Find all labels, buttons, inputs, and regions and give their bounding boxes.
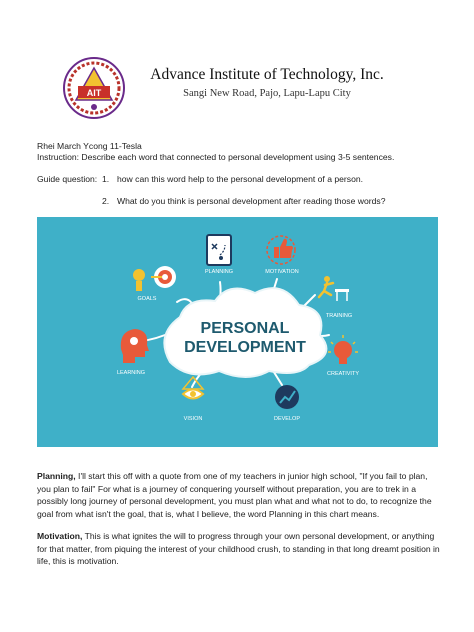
lightbulb-icon <box>328 335 358 364</box>
student-name: Rhei March Ycong 11-Tesla <box>37 141 142 151</box>
figure-center-line2: DEVELOPMENT <box>184 339 306 356</box>
label-planning: PLANNING <box>204 269 234 275</box>
label-vision: VISION <box>183 416 203 422</box>
label-training: TRAINING <box>325 313 353 319</box>
goals-icon <box>133 266 176 291</box>
guide-question-2: What do you think is personal development after reading those words? <box>117 196 386 206</box>
motivation-text: This is what ignites the will to progress through your own personal development, or anything for that matter, from piquing the interest of your childhood crush, to standing in that long dreamt position in life, this is motivation. <box>37 531 440 567</box>
motivation-term: Motivation, <box>37 531 83 541</box>
planning-text: I'll start this off with a quote from one of my teachers in junior high school, "If you fail to plan, you plan to fail" For what is a journey of conquering yourself without preparation, you are to trek in a possibly long journey of personal development, you must plan what and what not to do, to recognize the goal from what isn't the goal, that is, what I believe, the word Planning in this chart means. <box>37 471 432 519</box>
planning-term: Planning, <box>37 471 76 481</box>
label-creativity: CREATIVITY <box>327 371 359 377</box>
training-icon <box>319 276 349 301</box>
institute-address: Sangi New Road, Pajo, Lapu-Lapu City <box>183 88 351 99</box>
motivation-paragraph <box>37 530 441 568</box>
label-motivation: MOTIVATION <box>265 269 299 275</box>
figure-graphic <box>37 217 438 447</box>
guide-question-label: Guide question: <box>37 174 98 184</box>
instruction-text: Instruction: Describe each word that connected to personal development using 3-5 sentences. <box>37 152 395 162</box>
figure-center-line1: PERSONAL <box>200 320 290 337</box>
logo-text: AIT <box>86 88 102 98</box>
thumbs-up-icon <box>267 236 295 264</box>
guide-question-1: how can this word help to the personal development of a person. <box>117 174 364 184</box>
guide-question-1-number: 1. <box>102 174 110 184</box>
personal-development-figure <box>37 217 438 447</box>
head-icon <box>121 329 149 363</box>
eye-icon <box>183 377 203 399</box>
institute-name: Advance Institute of Technology, Inc. <box>150 66 384 83</box>
label-learning: LEARNING <box>116 370 146 376</box>
document-header <box>0 50 474 120</box>
growth-chart-icon <box>275 385 299 409</box>
label-develop: DEVELOP <box>274 416 300 422</box>
planning-paragraph <box>37 470 441 520</box>
label-goals: GOALS <box>137 296 157 302</box>
guide-question-2-number: 2. <box>102 196 110 206</box>
planning-icon <box>207 235 231 265</box>
